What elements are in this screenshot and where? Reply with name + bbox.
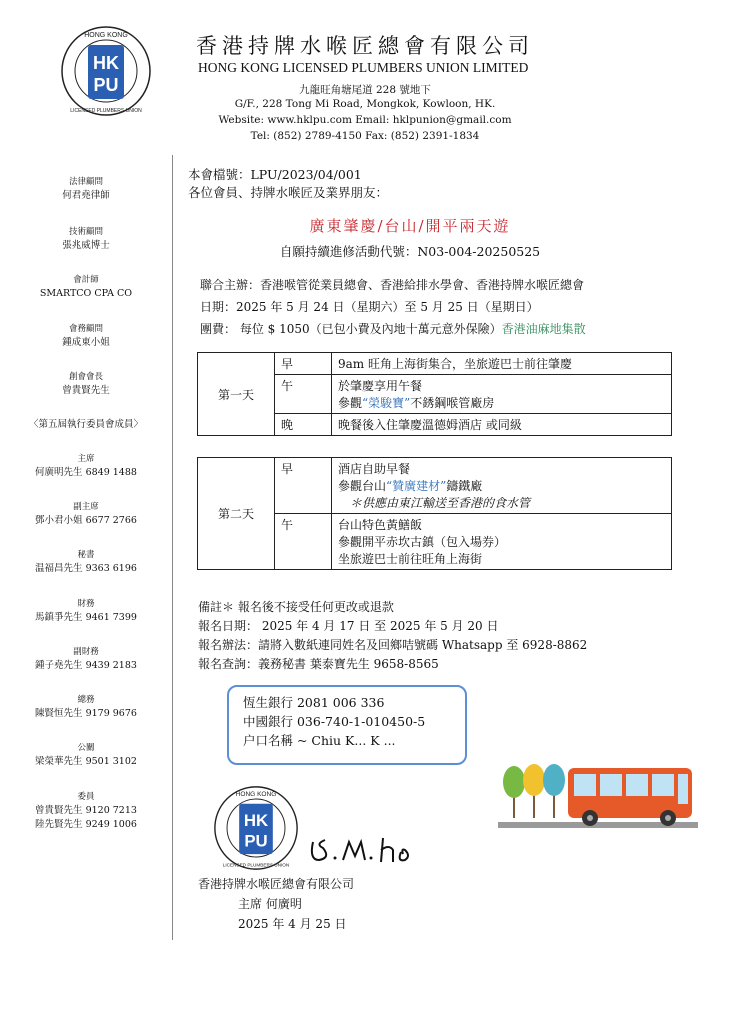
logo-text-bottom: LICENSED PLUMBERS UNION xyxy=(70,108,142,114)
signoff-chairman: 主席 何廣明 xyxy=(238,897,302,911)
sidebar-entry: 主席 何廣明先生 6849 1488 xyxy=(35,454,137,478)
remark: 備註＊ 報名後不接受任何更改或退款 xyxy=(198,600,394,614)
sidebar-committee-heading: 〈第五屆執行委員會成員〉 xyxy=(28,419,143,430)
registration-method: 報名辦法：請將入數紙連同姓名及回鄉咭號碼 Whatsapp 至 6928-8862 xyxy=(198,638,588,652)
logo-emblem xyxy=(60,25,152,117)
sidebar-entry: 公關 梁榮華先生 9501 3102 xyxy=(35,743,137,767)
event-dates: 日期：2025 年 5 月 24 日（星期六）至 5 月 25 日（星期日） xyxy=(200,300,539,314)
tour-fee xyxy=(200,320,586,337)
logo-letters-top: HK xyxy=(243,811,269,831)
water-pipe-note: ＊供應由東江輸送至香港的食水管 xyxy=(350,496,531,510)
fee-text: 團費： 每位 $ 1050（已包小費及內地十萬元意外保險） xyxy=(200,322,502,336)
bank-hang-seng: 恆生銀行 2081 006 336 xyxy=(243,695,385,710)
schedule-time: 早 xyxy=(275,353,332,375)
factory-name-highlight: “贊廣建材” xyxy=(386,479,447,493)
sidebar-entry: 財務 馬鎮爭先生 9461 7399 xyxy=(35,599,137,623)
day1-schedule-table xyxy=(197,352,672,436)
event-title: 廣東肇慶/台山/開平兩天遊 xyxy=(309,217,511,235)
meeting-point: 香港油麻地集散 xyxy=(501,322,586,336)
logo-emblem xyxy=(213,785,299,871)
logo-letters-top: HK xyxy=(93,53,119,73)
bus-icon xyxy=(498,760,698,835)
organisers: 聯合主辦：香港喉管從業員總會、香港給排水學會、香港持牌水喉匠總會 xyxy=(200,278,585,292)
logo-text-top: HONG KONG xyxy=(235,791,277,799)
sidebar-entry: 委員 曾貴賢先生 9120 7213 xyxy=(35,792,137,816)
sidebar-entry: 總務 陳賢恒先生 9179 9676 xyxy=(35,695,137,719)
signature-icon xyxy=(305,830,425,870)
logo-letters-bottom: PU xyxy=(244,831,268,851)
sidebar-entry: 會務顧問 鍾成東小姐 xyxy=(62,324,110,348)
sidebar-entry: 技術顧問 張兆威博士 xyxy=(62,227,110,251)
account-name: 户口名稱 ~ Chiu K... K ... xyxy=(243,733,396,748)
bank-account-box xyxy=(227,685,467,765)
schedule-activity: 於肇慶享用午餐 參觀“榮駿寶”不銹鋼喉管廠房 xyxy=(332,375,672,414)
schedule-time: 早 xyxy=(275,458,332,514)
sidebar-entry: 法律顧問 何君堯律師 xyxy=(62,177,110,201)
cpd-code: 自願持續進修活動代號：N03-004-20250525 xyxy=(279,244,541,259)
schedule-activity: 台山特色黃鱔飯 參觀開平赤坎古鎮（包入場券） 坐旅遊巴士前往旺角上海街 xyxy=(332,514,672,570)
org-name-en: HONG KONG LICENSED PLUMBERS UNION LIMITED xyxy=(198,60,529,75)
bus-illustration xyxy=(498,760,698,835)
schedule-activity: 晚餐後入住肇慶溫德姆酒店 或同級 xyxy=(332,414,672,436)
hklpu-logo xyxy=(60,25,152,117)
logo-text-top: HONG KONG xyxy=(84,32,128,39)
web-email: Website: www.hklpu.com Email: hklpunion@gmail.com xyxy=(218,114,512,126)
address-en: G/F., 228 Tong Mi Road, Mongkok, Kowloon, HK. xyxy=(234,98,496,110)
schedule-activity: 9am 旺角上海街集合，坐旅遊巴士前往肇慶 xyxy=(332,353,672,375)
logo-letters-bottom: PU xyxy=(93,75,119,95)
sidebar-divider xyxy=(172,155,173,940)
signoff-org: 香港持牌水喉匠總會有限公司 xyxy=(198,877,355,891)
registration-dates: 報名日期： 2025 年 4 月 17 日 至 2025 年 5 月 20 日 xyxy=(198,619,499,633)
schedule-activity: 酒店自助早餐 參觀台山“贊廣建材”鑄鐵廠 ＊供應由東江輸送至香港的食水管 xyxy=(332,458,672,514)
sidebar-entry: 會計師 SMARTCO CPA CO xyxy=(39,275,133,299)
signoff-date: 2025 年 4 月 25 日 xyxy=(238,917,347,931)
sidebar-entry: 副財務 鍾子堯先生 9439 2183 xyxy=(35,647,137,671)
day2-label: 第二天 xyxy=(198,458,275,570)
schedule-time: 午 xyxy=(275,514,332,570)
day1-label: 第一天 xyxy=(198,353,275,436)
sidebar-entry: 副主席 鄧小君小姐 6677 2766 xyxy=(35,502,137,526)
sidebar-entry: 陸先賢先生 9249 1006 xyxy=(35,819,137,830)
sidebar-entry: 創會會長 曾貴賢先生 xyxy=(62,372,110,396)
day2-schedule-table xyxy=(197,457,672,570)
logo-text-bottom: LICENSED PLUMBERS UNION xyxy=(222,862,290,868)
schedule-time: 晚 xyxy=(275,414,332,436)
address-cn: 九龍旺角塘尾道 228 號地下 xyxy=(299,84,431,96)
schedule-time: 午 xyxy=(275,375,332,414)
org-name-cn: 香港持牌水喉匠總會有限公司 xyxy=(196,34,534,58)
tel-fax: Tel: (852) 2789-4150 Fax: (852) 2391-1834 xyxy=(250,130,480,142)
sidebar-entry: 秘書 温福昌先生 9363 6196 xyxy=(35,550,137,574)
signature-logo xyxy=(213,785,299,871)
salutation: 各位會員、持牌水喉匠及業界朋友： xyxy=(188,185,389,200)
registration-enquiry: 報名查詢：義務秘書 葉泰寶先生 9658-8565 xyxy=(198,657,439,671)
handwritten-signature xyxy=(305,830,425,870)
reference-number: 本會檔號：LPU/2023/04/001 xyxy=(188,167,362,182)
factory-name-highlight: “榮駿寶” xyxy=(362,396,411,410)
bank-of-china: 中國銀行 036-740-1-010450-5 xyxy=(243,714,426,729)
